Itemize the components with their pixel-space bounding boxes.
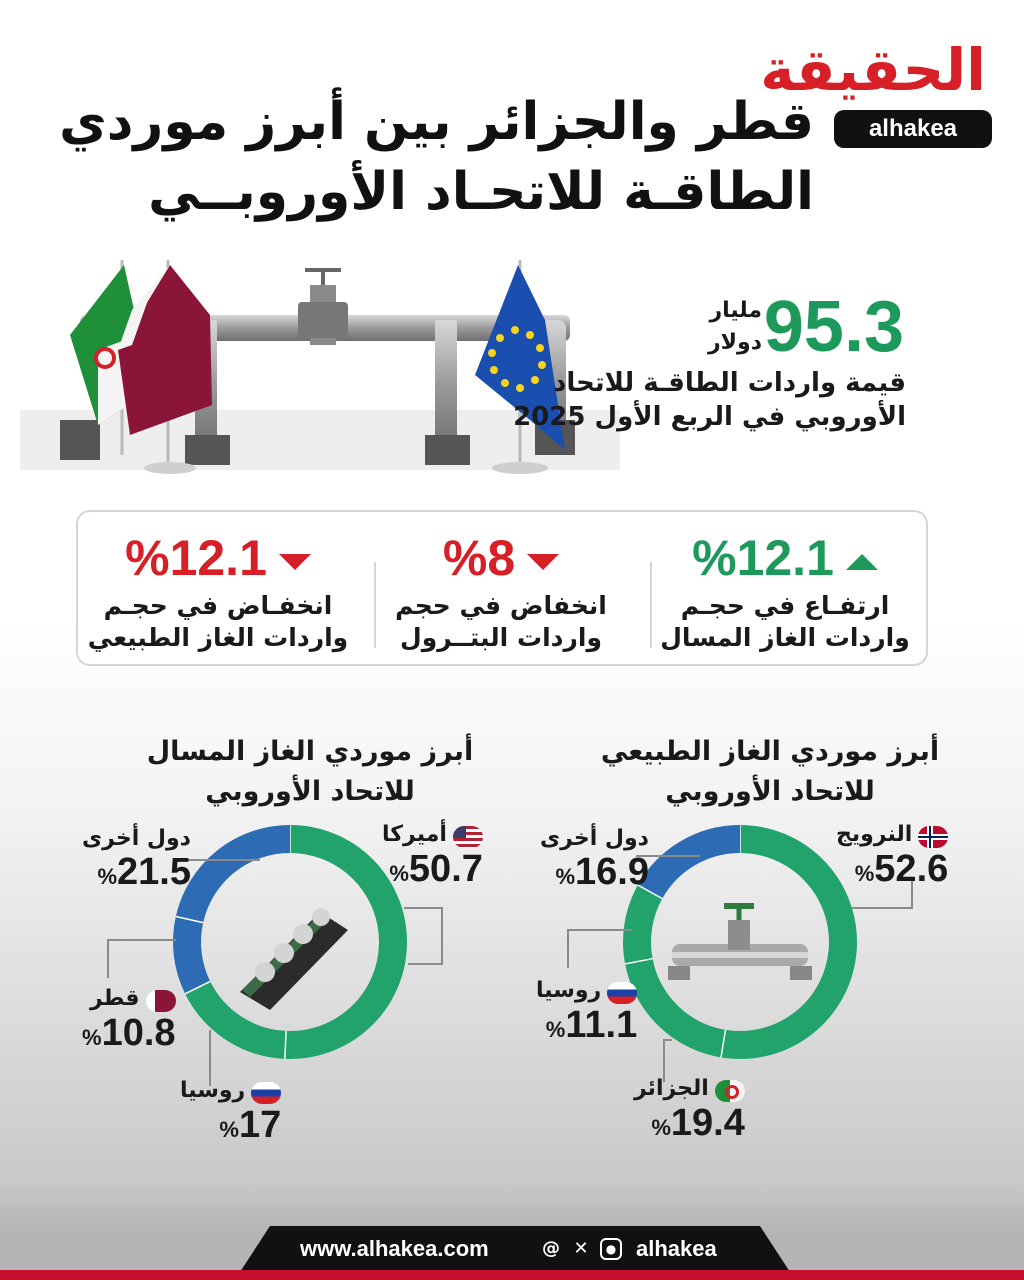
qatar-value: 10.8 (101, 1011, 176, 1054)
lng-section-title-line1: أبرز موردي الغاز المسال (146, 736, 474, 767)
norway-value: 52.6 (874, 847, 949, 890)
label-qatar: قطر %10.8 (82, 986, 176, 1054)
value-unit-line1: مليار (709, 298, 762, 323)
stat-lng-increase (644, 512, 926, 668)
arrow-down-icon (527, 554, 559, 570)
label-ng-other: دول أخرى %16.9 (540, 826, 649, 893)
ng-other-value: 16.9 (575, 851, 649, 893)
label-algeria: الجزائر %19.4 (634, 1076, 745, 1144)
import-changes-box (76, 510, 928, 666)
usa-value: 50.7 (408, 847, 483, 890)
page-title-line2: الطاقـة للاتحـاد الأوروبــي (148, 162, 814, 222)
stat-value: %12.1 (125, 530, 267, 586)
stat-label-line2: واردات الغاز الطبيعي (87, 623, 349, 652)
stat-divider (650, 562, 652, 648)
footer-red-bar (0, 1270, 1024, 1280)
russia-flag-icon (607, 982, 637, 1004)
stat-oil-decrease (366, 512, 636, 668)
energy-imports-value: 95.3 (763, 287, 904, 367)
brand-name-english: alhakea (834, 110, 992, 148)
label-norway: النرويج %52.6 (836, 822, 949, 890)
stat-label-line2: واردات البتــرول (400, 623, 602, 652)
value-description-line1: قيمة واردات الطاقـة للاتحاد (553, 368, 906, 398)
footer-website[interactable]: www.alhakea.com (300, 1236, 489, 1261)
algeria-value: 19.4 (670, 1101, 745, 1144)
stat-natural-gas-decrease (78, 512, 358, 668)
page-title-line1: قطر والجزائر بين أبرز موردي (59, 92, 814, 152)
threads-icon[interactable]: @ (542, 1238, 560, 1259)
lng-russia-value: 17 (238, 1103, 282, 1146)
flags-pipeline-illustration (20, 240, 620, 490)
leader-line-qatar (108, 940, 176, 978)
instagram-icon[interactable]: ● (600, 1238, 622, 1260)
label-lng-other: دول أخرى %21.5 (82, 826, 191, 893)
natural-gas-section-title-line2: للاتحاد الأوروبي (665, 776, 875, 807)
stat-label-line1: انخفـاض في حجـم (103, 591, 333, 620)
x-icon[interactable]: ✕ (573, 1238, 589, 1259)
value-description-line2: الأوروبي في الربع الأول 2025 (513, 402, 906, 432)
stat-label-line2: واردات الغاز المسال (660, 623, 910, 652)
algeria-flag-small-icon (715, 1080, 745, 1102)
brand-logo (760, 30, 994, 160)
norway-flag-icon (918, 826, 948, 848)
lng-section-title-line2: للاتحاد الأوروبي (205, 776, 415, 807)
label-ng-russia: روسيا %11.1 (536, 978, 638, 1046)
stat-label-line1: ارتفـاع في حجـم (680, 591, 890, 620)
stat-divider (374, 562, 376, 648)
usa-flag-icon (453, 826, 483, 848)
stat-label-line1: انخفاض في حجم (395, 591, 607, 620)
footer-handle[interactable]: alhakea (636, 1236, 717, 1261)
leader-line-ng-russia (568, 930, 632, 968)
stat-value: %12.1 (692, 530, 834, 586)
arrow-down-icon (279, 554, 311, 570)
lng-other-value: 21.5 (117, 851, 191, 893)
leader-line-usa (404, 908, 442, 964)
footer-bar (0, 1226, 1024, 1272)
brand-name-arabic: الحقيقة (760, 36, 986, 104)
label-lng-russia: روسيا %17 (180, 1078, 282, 1146)
natural-gas-section-title-line1: أبرز موردي الغاز الطبيعي (600, 736, 940, 767)
ng-russia-value: 11.1 (565, 1003, 638, 1046)
qatar-flag-small-icon (146, 990, 176, 1012)
arrow-up-icon (846, 554, 878, 570)
russia-flag-icon (251, 1082, 281, 1104)
value-unit-line2: دولار (707, 330, 762, 355)
label-usa: أميركا %50.7 (382, 822, 483, 890)
stat-value: %8 (442, 530, 516, 586)
